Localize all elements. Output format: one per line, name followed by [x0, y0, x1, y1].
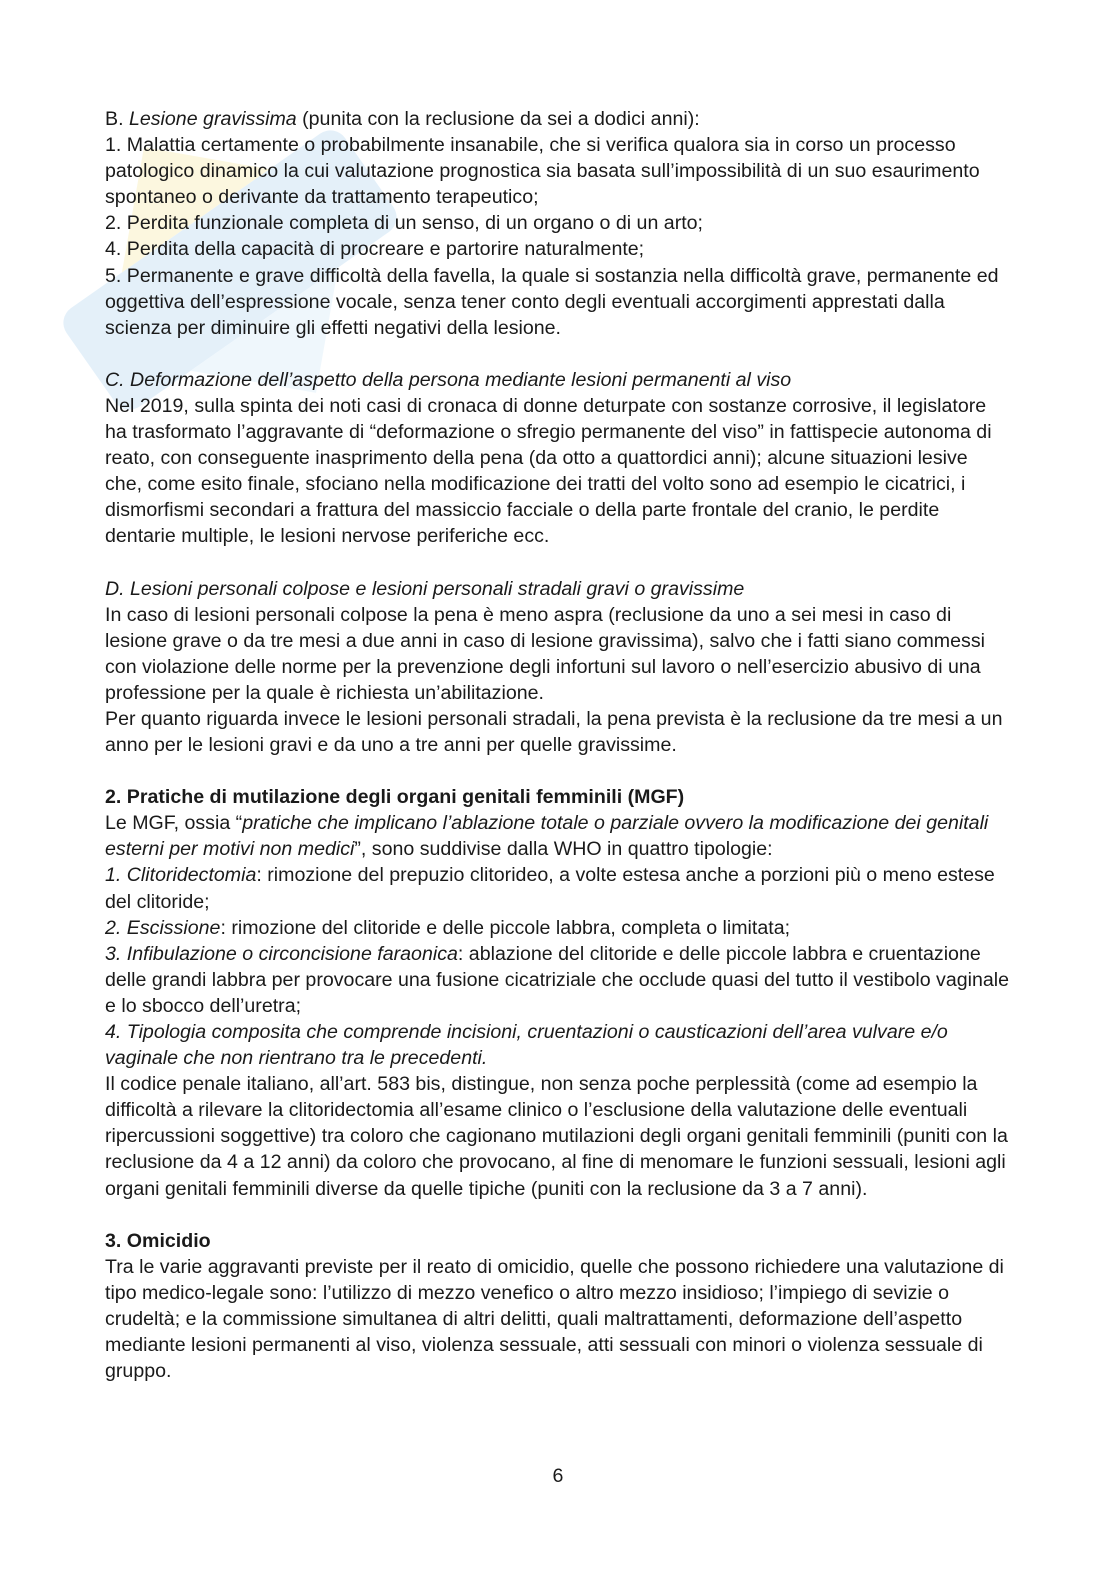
section-2-body: Il codice penale italiano, all’art. 583 bis, distingue, non senza poche perplessità (come ad esempio la difficoltà a rilevare la clitoridectomia all’esame clinico o l’esclusione della valutazione delle eventuali ripercussioni soggettive) tra coloro che cagionano mutilazioni degli organi genitali femminili (puniti con la reclusione da 4 a 12 anni) da coloro che provocano, al fine di menomare le funzioni sessuali, lesioni agli organi genitali femminili diverse da quelle tipiche (puniti con la reclusione da 3 a 7 anni). — [105, 1073, 1008, 1200]
section-b-item: 5. Permanente e grave difficoltà della favella, la quale si sostanzia nella difficoltà grave, permanente ed oggettiva dell’espressione vocale, senza tener conto degli eventuali accorgimenti apprestati dalla scienza per diminuire gli effetti negativi della lesione. — [105, 264, 999, 339]
page-number: 6 — [552, 1465, 564, 1487]
section-b-item: 4. Perdita della capacità di procreare e partorire naturalmente; — [105, 238, 645, 261]
section-2-intro: Le MGF, ossia “pratiche che implicano l’ablazione totale o parziale ovvero la modificazione dei genitali esterni per motivi non medici”, sono suddivise dalla WHO in quattro tipologie: — [105, 812, 989, 861]
section-d-body: In caso di lesioni personali colpose la pena è meno aspra (reclusione da uno a sei mesi in caso di lesione grave o da tre mesi a due anni in caso di lesione gravissima), salvo che i fatti siano commessi con violazione delle norme per la prevenzione degli infortuni sul lavoro o nell’esercizio abusivo di una professione per la quale è richiesta un’abilitazione. — [105, 603, 985, 704]
section-2-item: 4. Tipologia composita che comprende incisioni, cruentazioni o causticazioni dell’area vulvare e/o vaginale che non rientrano tra le precedenti. — [105, 1021, 948, 1070]
section-b-title: B. Lesione gravissima (punita con la reclusione da sei a dodici anni): — [105, 108, 700, 130]
section-2-item: 1. Clitoridectomia: rimozione del prepuzio clitorideo, a volte estesa anche a porzioni più o meno estese del clitoride; — [105, 864, 995, 913]
section-b-item: 2. Perdita funzionale completa di un senso, di un organo o di un arto; — [105, 212, 704, 235]
section-2-item: 3. Infibulazione o circoncisione faraonica: ablazione del clitoride e delle piccole labbra e cruentazione delle grandi labbra per provocare una fusione cicatriziale che occlude quasi del tutto il vestibolo vaginale e lo sbocco dell’uretra; — [105, 942, 1010, 1017]
section-3-body: Tra le varie aggravanti previste per il reato di omicidio, quelle che possono richiedere una valutazione di tipo medico-legale sono: l’utilizzo di mezzo venefico o altro mezzo insidioso; l’impiego di sevizie o crudeltà; e la commissione simultanea di altri delitti, quali maltrattamenti, deformazione dell’aspetto mediante lesioni permanenti al viso, violenza sessuale, atti sessuali con minori o violenza sessuale di gruppo. — [105, 1255, 1004, 1383]
section-b-item: 1. Malattia certamente o probabilmente insanabile, che si verifica qualora sia in corso un processo patologico dinamico la cui valutazione prognostica sia basata sull’impossibilità di un suo esaurimento spontaneo o derivante da trattamento terapeutico; — [105, 134, 980, 209]
section-3-heading: 3. Omicidio — [105, 1229, 211, 1252]
document-page — [105, 106, 1010, 1384]
section-c-title: C. Deformazione dell’aspetto della persona mediante lesioni permanenti al viso — [105, 368, 792, 391]
section-2-heading: 2. Pratiche di mutilazione degli organi genitali femminili (MGF) — [105, 786, 685, 809]
section-c-body: Nel 2019, sulla spinta dei noti casi di cronaca di donne deturpate con sostanze corrosive, il legislatore ha trasformato l’aggravante di “deformazione o sfregio permanente del viso” in fattispecie autonoma di reato, con conseguente inasprimento della pena (da otto a quattordici anni); alcune situazioni lesive che, come esito finale, sfociano nella modificazione dei tratti del volto sono ad esempio le cicatrici, i dismorfismi secondari a frattura del massiccio facciale o della parte frontale del cranio, le perdite dentarie multiple, le lesioni nervose periferiche ecc. — [105, 394, 992, 548]
section-d-body: Per quanto riguarda invece le lesioni personali stradali, la pena prevista è la reclusione da tre mesi a un anno per le lesioni gravi e da uno a tre anni per quelle gravissime. — [105, 707, 1003, 757]
section-d-title: D. Lesioni personali colpose e lesioni personali stradali gravi o gravissime — [105, 577, 745, 600]
section-2-item: 2. Escissione: rimozione del clitoride e delle piccole labbra, completa o limitata; — [105, 916, 791, 939]
